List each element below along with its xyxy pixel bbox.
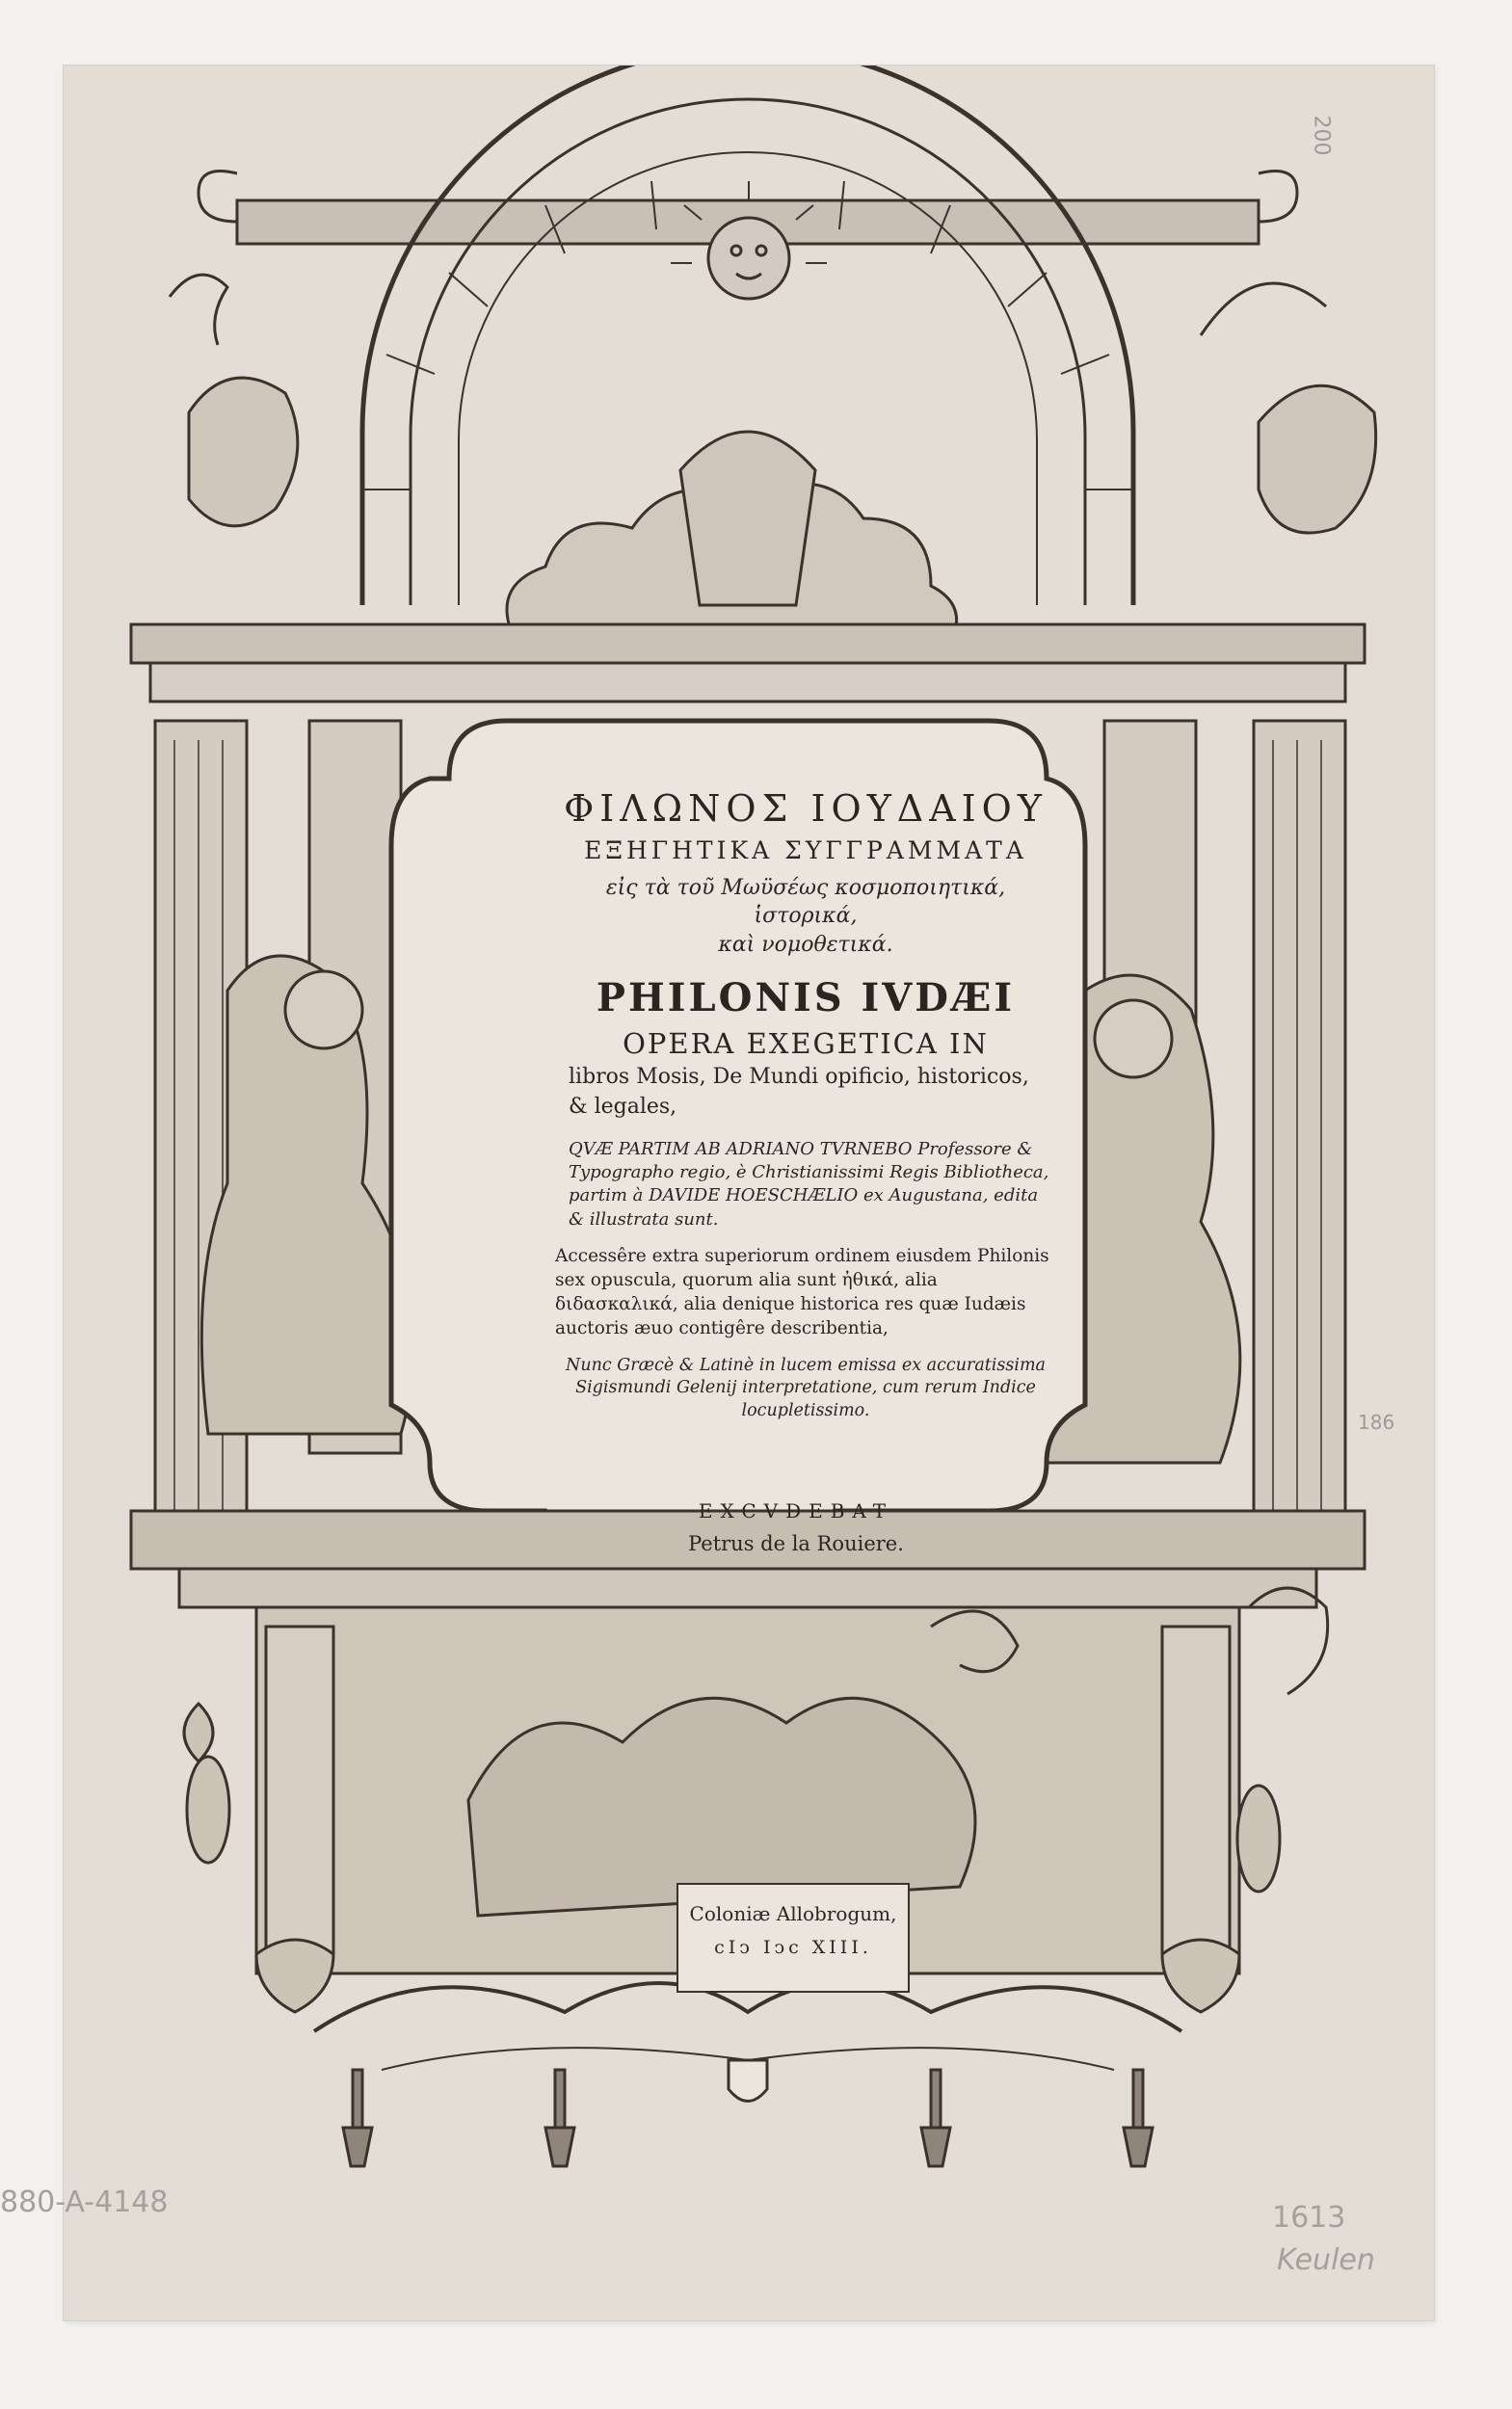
nunc-paragraph: Nunc Græcè & Latinè in lucem emissa ex accuratissima Sigismundi Gelenij interpretatione, cum rerum Indice locupletissimo. (566, 1355, 1046, 1421)
printing-year-roman: cIↄ Iↄc XIII. (714, 1937, 872, 1958)
greek-line-2: καὶ νομοθετικά. (718, 933, 893, 958)
place-date-tablet (676, 1883, 910, 1993)
accessere-paragraph: Accessêre extra superiorum ordinem eiusdem Philonis sex opuscula, quorum alia sunt ἠθικά, alia διδασκαλικά, alia denique historica res quæ Iudæis auctoris æuo contigêre describentia, (555, 1245, 1049, 1338)
editors-paragraph: QVÆ PARTIM AB ADRIANO TVRNEBO Professore & Typographo regio, è Christianissimi Regis Bibliotheca, partim à DAVIDE HOESCHÆLIO ex Augustana, edita & illustrata sunt. (569, 1138, 1049, 1230)
printer-name: Petrus de la Rouiere. (688, 1532, 904, 1555)
latin-title: PHILONIS IVDÆI (596, 974, 1016, 1020)
margin-pencil-mark: 186 (1358, 1411, 1395, 1434)
pencil-maker: Keulen (1277, 2243, 1375, 2277)
latin-line-2: & legales, (569, 1095, 677, 1120)
accession-number: 880-A-4148 (0, 2185, 169, 2219)
greek-title: ΦΙΛΩΝΟΣ ΙΟΥΔΑΙΟΥ (564, 787, 1048, 830)
latin-subtitle: OPERA EXEGETICA IN (623, 1026, 989, 1060)
latin-line-1: libros Mosis, De Mundi opificio, historicos, (569, 1064, 1029, 1089)
greek-subtitle: ΕΞΗΓΗΤΙΚΑ ΣΥΓΓΡΑΜΜΑΤΑ (584, 835, 1027, 864)
top-pencil-mark: 200 (1309, 115, 1334, 156)
title-page-sheet (64, 66, 1434, 2320)
greek-line-1: εἰς τὰ τοῦ Μωϋσέως κοσμοποιητικά, ἱστορικά, (605, 875, 1006, 929)
title-block (555, 788, 1056, 1423)
place-of-printing: Coloniæ Allobrogum, (689, 1902, 897, 1925)
pencil-year: 1613 (1272, 2201, 1346, 2235)
imprint (642, 1499, 950, 1555)
excudebat-text: EXCVDEBAT (698, 1499, 894, 1522)
